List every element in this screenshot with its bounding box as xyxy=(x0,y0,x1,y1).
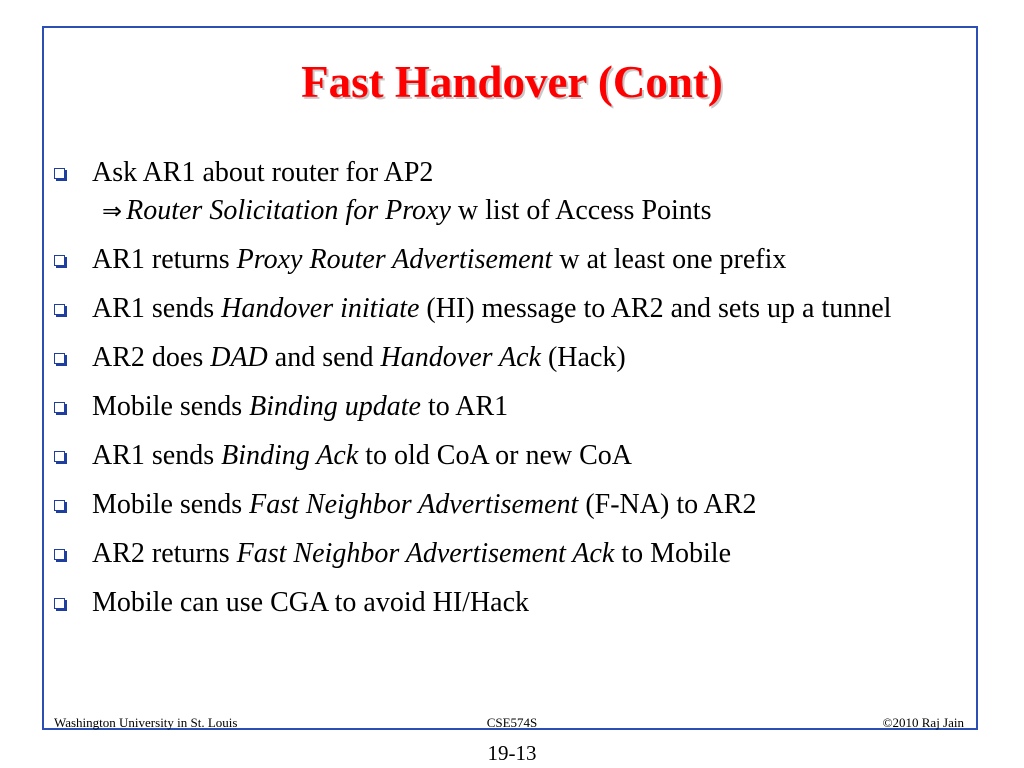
bullet-italic-text: Binding update xyxy=(249,391,421,422)
bullet-italic-text: Handover initiate xyxy=(221,293,420,324)
bullet-italic-text: Proxy Router Advertisement xyxy=(236,244,553,275)
bullet-italic-text: Handover Ack xyxy=(380,342,541,373)
bullet-item xyxy=(54,535,964,573)
bullet-square-icon xyxy=(54,500,65,511)
bullet-text: w at least one prefix xyxy=(552,244,787,275)
footer-institution: Washington University in St. Louis xyxy=(54,715,238,730)
bullet-text: to old CoA or new CoA xyxy=(358,440,633,471)
bullet-text: Mobile can use CGA to avoid HI/Hack xyxy=(92,587,530,618)
bullet-item xyxy=(54,486,964,524)
bullet-text: and send xyxy=(267,342,381,373)
bullet-text: (F-NA) to AR2 xyxy=(578,489,757,520)
bullet-item xyxy=(54,437,964,475)
bullet-text: AR1 returns xyxy=(92,244,237,275)
bullet-text: AR2 does xyxy=(92,342,211,373)
bullet-text: AR1 sends xyxy=(92,440,222,471)
bullet-text: Mobile sends xyxy=(92,391,250,422)
bullet-text: w list of Access Points xyxy=(450,195,712,226)
footer-course: CSE574S xyxy=(486,715,538,730)
bullet-square-icon xyxy=(54,168,65,179)
bullet-square-icon xyxy=(54,549,65,560)
bullet-item xyxy=(54,339,964,377)
bullet-square-icon xyxy=(54,598,65,609)
bullet-text: Ask AR1 about router for AP2 xyxy=(92,157,434,188)
bullet-square-icon xyxy=(54,304,65,315)
bullet-text: AR1 sends xyxy=(92,293,222,324)
footer-copyright: ©2010 Raj Jain xyxy=(882,715,964,730)
bullet-square-icon xyxy=(54,451,65,462)
implies-arrow-icon: ⇒ xyxy=(102,197,123,225)
bullet-square-icon xyxy=(54,353,65,364)
bullet-item xyxy=(54,154,964,230)
bullet-list xyxy=(54,154,964,633)
bullet-italic-text: Fast Neighbor Advertisement Ack xyxy=(236,538,615,569)
sub-bullet xyxy=(92,192,964,230)
page-number: 19-13 xyxy=(487,741,537,765)
bullet-italic-text: Binding Ack xyxy=(221,440,359,471)
bullet-italic-text: Router Solicitation for Proxy xyxy=(126,195,451,226)
bullet-text: AR2 returns xyxy=(92,538,237,569)
bullet-text: (HI) message to AR2 and sets up a tunnel xyxy=(419,293,892,324)
bullet-text: to Mobile xyxy=(614,538,731,569)
bullet-text: to AR1 xyxy=(420,391,509,422)
bullet-text: Mobile sends xyxy=(92,489,250,520)
bullet-square-icon xyxy=(54,255,65,266)
bullet-item xyxy=(54,584,964,622)
bullet-item xyxy=(54,388,964,426)
bullet-text: (Hack) xyxy=(540,342,626,373)
bullet-square-icon xyxy=(54,402,65,413)
slide-title: Fast Handover (Cont) xyxy=(301,57,723,107)
bullet-item xyxy=(54,290,964,328)
bullet-italic-text: Fast Neighbor Advertisement xyxy=(249,489,579,520)
bullet-italic-text: DAD xyxy=(210,342,268,373)
bullet-item xyxy=(54,241,964,279)
